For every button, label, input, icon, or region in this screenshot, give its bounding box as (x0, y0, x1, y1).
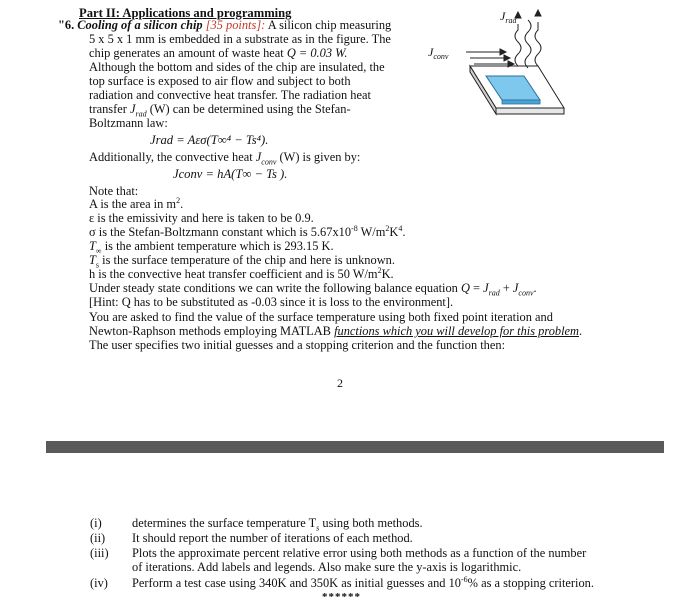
item-iv-text-b: % as a stopping criterion. (467, 576, 594, 590)
j-rad-sub: rad (135, 109, 147, 119)
problem-line-7b: (W) can be determined using the Stefan- (149, 102, 351, 116)
steady-text: Under steady state conditions we can write the following balance equation (89, 281, 458, 295)
problem-line-8: Boltzmann law: (89, 116, 168, 130)
item-iv-text-a: Perform a test case using 340K and 350K as initial guesses and 10 (132, 576, 461, 590)
problem-line-1 (58, 18, 391, 32)
problem-title: Cooling of a silicon chip (77, 18, 203, 32)
j-rad-j: J (129, 102, 136, 116)
task-line-1: You are asked to find the value of the surface temperature using both fixed point iteration and (89, 310, 553, 324)
j-conv-j: J (255, 150, 262, 164)
note-h-units: K. (381, 267, 394, 281)
notes-title: Note that: (89, 184, 139, 198)
note-t-s-text: is the surface temperature of the chip and here is unknown. (102, 253, 395, 267)
note-sigma: σ is the Stefan-Boltzmann constant which is $5.67x10^{-8}$ $W/m^2K^4$. (89, 223, 406, 239)
note-area: A is the area in $m^2$. (89, 195, 184, 211)
item-ii-text: It should report the number of iterations of each method. (132, 531, 413, 545)
problem-line-3 (89, 46, 347, 60)
j-conv-sub: conv (261, 157, 277, 167)
problem-points: [35 points]: (205, 18, 266, 32)
note-sigma-text: σ is the Stefan-Boltzmann constant which is 5.67x10 (89, 225, 352, 239)
note-t-inf: $T_\infty$ is the ambient temperature which is 293.15 K. (89, 239, 334, 256)
chip-figure (426, 4, 566, 134)
fig-j-conv-label: $J_{conv}$ (428, 45, 449, 61)
substrate-front (496, 108, 564, 114)
note-h: h is the convective heat transfer coefficient and is 50 $W/m^2K$. (89, 265, 394, 281)
problem-number: "6. (58, 18, 75, 32)
fig-j-rad-label: $J_{rad}$ (500, 9, 517, 25)
section-heading: Part II: Applications and programming (79, 6, 292, 20)
page-divider (46, 441, 664, 453)
chip-front (502, 100, 540, 104)
problem-line-6: radiation and convective heat transfer. The radiation heat (89, 88, 371, 102)
task-line-2a: Newton-Raphson methods employing MATLAB (89, 324, 331, 338)
note-h-text: h is the convective heat transfer coefficient and is 50 W/m (89, 267, 378, 281)
note-emissivity: ε is the emissivity and here is taken to be 0.9. (89, 211, 314, 225)
item-i-text: determines the surface temperature $T_s$ using both methods. (132, 516, 423, 533)
conv-intro-a: Additionally, the convective heat (89, 150, 253, 164)
radiation-equation: Jrad = Aεσ(T∞⁴ − Ts⁴). (150, 133, 269, 147)
task-line-3: The user specifies two initial guesses and a stopping criterion and the function then: (89, 338, 506, 352)
convection-equation: Jconv = hA(T∞ − Ts ). (173, 167, 288, 181)
item-iv-num: (iv) (90, 576, 108, 590)
task-functions-link: functions which you will develop for this problem (334, 324, 579, 338)
item-i-num: (i) (90, 516, 102, 530)
item-i-text-b: using both methods. (322, 516, 423, 530)
note-area-text: A is the area in m (89, 197, 177, 211)
item-iii-text: Plots the approximate percent relative error using both methods as a function of the number (132, 546, 587, 560)
problem-line-5: top surface is exposed to air flow and subject to both (89, 74, 351, 88)
conv-intro-b: (W) is given by: (279, 150, 361, 164)
j-conv-symbol (255, 150, 277, 167)
note-t-s: $T_s$ is the surface temperature of the chip and here is unknown. (89, 253, 395, 270)
item-i-text-a: determines the surface temperature T (132, 516, 317, 530)
hint-line: [Hint: Q has to be substituted as -0.03 since it is loss to the environment]. (89, 295, 454, 309)
item-ii-num: (ii) (90, 531, 106, 545)
steady-state-line: Under steady state conditions we can write the following balance equation $Q = J_{rad} + J_{conv}$. (89, 281, 537, 298)
problem-line-4: Although the bottom and sides of the chip are insulated, the (89, 60, 385, 74)
problem-text: A silicon chip measuring (267, 18, 392, 32)
q-value: Q = 0.03 W. (286, 46, 348, 60)
problem-line-3-text: chip generates an amount of waste heat (89, 46, 284, 60)
problem-line-2: 5 x 5 x 1 mm is embedded in a substrate as in the figure. The (89, 32, 391, 46)
convection-intro (89, 150, 361, 167)
j-rad-symbol (129, 102, 147, 119)
task-line-2: Newton-Raphson methods employing MATLAB functions which you will develop for this problem. (89, 324, 583, 338)
item-iv-text: Perform a test case using 340K and 350K as initial guesses and $10^{-6}\%$ as a stopping criterion. (132, 574, 594, 590)
note-sigma-units: W/m (360, 225, 386, 239)
page-number: 2 (337, 376, 343, 390)
convection-arrows (466, 49, 514, 67)
problem-line-7a: transfer (89, 102, 127, 116)
item-iii-text-2: of iterations. Add labels and legends. Also make sure the y-axis is logarithmic. (132, 560, 522, 574)
end-stars: ****** (322, 591, 361, 603)
note-t-inf-text: is the ambient temperature which is 293.15 K. (104, 239, 334, 253)
problem-line-7 (89, 102, 351, 119)
radiation-arrows (515, 10, 541, 68)
item-iii-num: (iii) (90, 546, 109, 560)
